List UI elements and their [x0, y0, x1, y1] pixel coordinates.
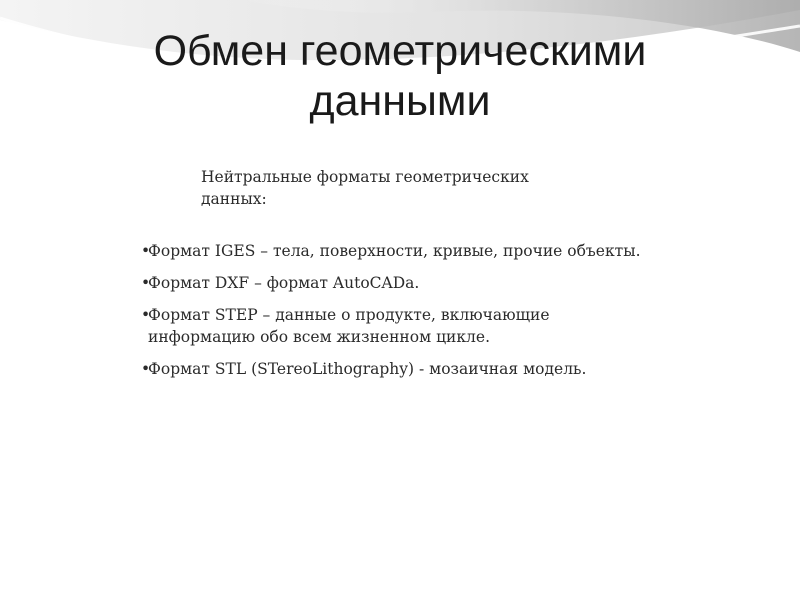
slide-title-line2: данными [309, 77, 491, 125]
bullet-item-dxf: • Формат DXF – формат AutoCADa. [141, 272, 641, 294]
bullet-item-stl: • Формат STL (STereoLithography) - мозаичная модель. [141, 358, 641, 380]
intro-text: Нейтральные форматы геометрических данных: [201, 168, 529, 208]
bullet-list [141, 240, 641, 390]
bullet-item-step: • Формат STEP – данные о продукте, включающие информацию обо всем жизненном цикле. [141, 304, 641, 348]
slide-title [0, 26, 800, 126]
slide-title-line1: Обмен геометрическими [153, 27, 647, 75]
bullet-item-iges: • Формат IGES – тела, поверхности, кривые, прочие объекты. [141, 240, 641, 262]
